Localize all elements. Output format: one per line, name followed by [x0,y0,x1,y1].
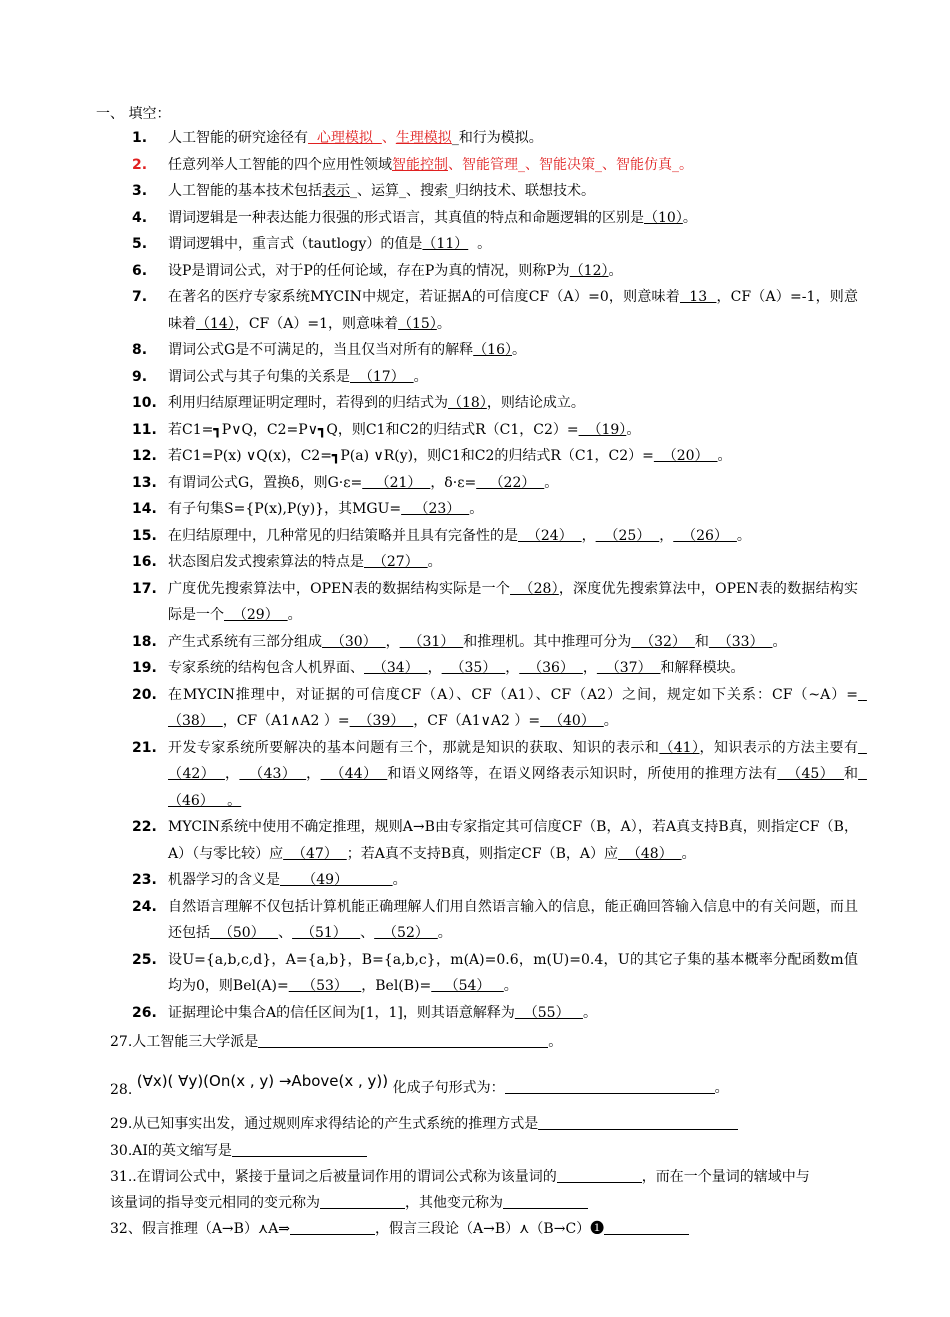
question-item [0,205,950,232]
question-segment: 。 [469,501,484,517]
question-segment: 广度优先搜索算法中，OPEN表的数据结构实际是一个 [168,580,511,597]
question-number: 2. [132,156,148,173]
question-text [168,337,858,364]
question-segment: 在著名的医疗专家系统MYCIN中规定，若证据A的可信度CF（A）=0，则意味着 [168,289,680,305]
answer-blank[interactable]: （38） [168,686,867,729]
question-text [168,364,858,391]
answer-blank[interactable]: （28） [510,580,559,597]
question-segment: ，深度优先搜索算法中，OPEN表的数据结构实际是一个 [168,580,858,623]
question-text [168,629,858,656]
question-32: 32、假言推理（A→B）⋏A⇒ ，假言三段论（A→B）⋏（B→C）➊ [110,1218,689,1238]
question-segment: 。 [413,368,428,385]
answer-blank[interactable]: （16） [473,342,513,358]
answer-blank[interactable]: （43） [239,766,307,782]
question-number: 15. [132,527,157,544]
answer-blank[interactable]: （53） [288,978,362,994]
answer-blank[interactable]: （12） [569,262,609,279]
answer-blank[interactable] [503,1194,588,1209]
answer-blank[interactable] [538,1115,738,1130]
question-segment: 人工智能的基本技术包括 [168,183,322,199]
answer-blank[interactable]: （25） [595,527,660,544]
question-number: 3. [132,183,148,199]
answer-blank[interactable]: 13 [679,289,717,305]
question-segment: 和 [694,633,709,650]
question-item [0,390,950,417]
question-segment: 。 [436,315,451,332]
question-segment: 。 [512,342,527,358]
question-31-cont: 该量词的指导变元相同的变元称为 ，其他变元称为 [110,1192,588,1212]
answer-blank[interactable]: （49） [280,872,393,888]
answer-blank[interactable]: （33） [708,633,773,650]
question-segment: ，Bel(B)= [361,978,432,994]
answer-blank[interactable]: （35） [441,660,506,676]
question-segment: 。 [603,713,618,729]
question-item [0,867,950,894]
question-segment: ， [427,660,442,676]
question-29 [110,1113,738,1133]
question-text [168,284,858,337]
question-28: 28. (∀x)( ∀y)(On(x , y) →Above(x , y)) 化成子句形式为： 。 [110,1072,729,1098]
question-number: 23. [132,872,157,888]
question-29-text: 29.从已知事实出发，通过规则库求得结论的产生式系统的推理方式是 [110,1116,539,1132]
question-text [168,576,858,629]
question-segment: 若C1=P(x) ∨Q(x)，C2=┓P(a) ∨R(y)，则C1和C2的归结式R（C1，C2）= [168,448,654,464]
question-segment: 在MYCIN推理中，对证据的可信度CF（A）、CF（A1）、CF（A2）之间，规定如下关系：CF（~A）= [168,686,858,703]
question-segment: 开发专家系统所要解决的基本问题有三个，那就是知识的获取、知识的表示和 [168,739,660,756]
question-text [168,125,858,152]
question-segment: 和推理机。其中推理可分为 [463,633,632,650]
question-segment: 专家系统的结构包含人机界面、 [168,660,364,676]
question-30 [110,1140,367,1160]
question-segment: 。 [681,845,696,862]
question-item [0,814,950,867]
answer-blank[interactable]: （24） [518,527,582,544]
answer-blank[interactable]: （20） [653,448,718,464]
question-segment: 谓词公式G是不可满足的，当且仅当对所有的解释 [168,342,474,358]
answer-blank[interactable]: （34） [364,660,428,676]
question-item [0,735,950,815]
section-title: 一、 填空： [96,106,171,122]
question-segment: 状态图启发式搜索算法的特点是 [168,554,364,570]
answer-blank[interactable] [232,1142,367,1157]
answer-blank[interactable]: （50） [210,925,279,941]
question-segment: 在归结原理中，几种常见的归结策略并且具有完备性的是 [168,527,518,544]
question-27: 27.人工智能三大学派是 。 [110,1034,563,1050]
question-number: 17. [132,580,157,597]
question-item [0,629,950,656]
question-segment: 、 [360,925,375,941]
answer-filled: 、 [381,130,396,146]
question-number: 19. [132,660,157,676]
question-segment: 若C1=┓P∨Q，C2=P∨┓Q，则C1和C2的归结式R（C1，C2）= [168,421,579,438]
answer-filled: 心理模拟 [308,130,382,146]
question-segment: ，CF（A）=-1，则意味着 [168,289,859,332]
question-segment: 任意列举人工智能的四个应用性领域 [168,156,392,173]
answer-blank[interactable]: （10） [644,209,683,226]
question-segment: 。 [427,554,442,570]
answer-blank[interactable]: （17） [350,368,414,385]
answer-blank[interactable]: （21） [362,474,431,491]
question-item [0,258,950,285]
question-number: 11. [132,421,157,438]
question-segment: 和 [844,766,859,782]
question-item [0,1000,950,1027]
question-segment: 。 [392,872,407,888]
question-text [168,417,858,444]
question-segment: 机器学习的含义是 [168,872,280,888]
question-segment: 和解释模块。 [660,660,745,676]
question-item [0,576,950,629]
question-number: 14. [132,501,157,517]
answer-blank[interactable]: （51） [292,925,361,941]
question-number: 18. [132,633,157,650]
question-text [168,894,858,947]
answer-blank[interactable]: （22） [476,474,545,491]
question-segment: ， [224,766,240,782]
question-item [0,364,950,391]
question-segment: ，CF（A）=1，则意味着 [234,315,399,332]
question-item [0,178,950,205]
question-31: 31..在谓词公式中，紧接于量词之后被量词作用的谓词公式称为该量词的 ，而在一个量词的辖域中与 [110,1169,810,1185]
question-segment: 。 [468,236,492,252]
question-segment: 设P是谓词公式，对于P的任何论域，存在P为真的情况，则称P为 [168,262,570,279]
question-number: 16. [132,554,157,570]
question-text [168,735,867,815]
formula: (∀x)( ∀y)(On(x , y) →Above(x , y)) [136,1072,389,1090]
question-item [0,231,950,258]
question-segment: 有子句集S={P(x),P(y)}，其MGU= [168,501,402,517]
question-text [168,1000,858,1027]
answer-blank[interactable]: （18） [448,395,487,411]
question-text [168,682,867,735]
question-segment: 设U={a,b,c,d}，A={a,b}，B={a,b,c}，m(A)=0.6，m(U)=0.4，U的其它子集的基本概率分配函数m值均为0，则Bel(A)= [168,951,858,994]
question-segment: _和行为模拟。 [451,130,543,146]
answer-blank[interactable]: （26） [673,527,737,544]
question-segment: ， [581,527,596,544]
answer-blank[interactable]: （40） [540,713,604,729]
question-segment: ，δ·ε= [430,474,477,491]
answer-blank[interactable]: （11） [422,236,469,252]
question-item [0,470,950,497]
question-number: 6. [132,262,148,279]
answer-blank[interactable]: （37） [596,660,661,676]
answer-blank[interactable]: （32） [631,633,695,650]
question-text [168,523,858,550]
answer-blank[interactable] [320,1194,405,1209]
answer-blank[interactable]: （29） [224,607,288,623]
answer-blank[interactable]: （30） [322,633,386,650]
question-text [168,867,858,894]
question-segment: 谓词逻辑是一种表达能力很强的形式语言，其真值的特点和命题逻辑的区别是 [168,209,644,226]
question-number: 7. [132,289,148,305]
answer-blank[interactable] [258,1033,548,1048]
question-number: 25. [132,951,157,968]
question-number: 12. [132,448,157,464]
question-27-text: 27.人工智能三大学派是 [110,1034,259,1050]
question-item [0,337,950,364]
answer-blank[interactable]: 表示 [322,183,350,199]
question-segment: 。 [682,209,697,226]
question-number: 24. [132,898,157,915]
answer-blank[interactable]: （54） [431,978,504,994]
answer-blank[interactable]: （44） [320,766,388,782]
question-segment: 。 [608,262,623,279]
answer-blank[interactable]: （48） [617,845,682,862]
question-item [0,894,950,947]
question-item [0,682,950,735]
question-number: 4. [132,209,148,226]
question-segment: ， [659,527,674,544]
question-number: 5. [132,236,148,252]
answer-blank[interactable]: （15） [398,315,437,332]
question-segment: 。 [437,925,452,941]
question-text [168,390,858,417]
question-segment: 产生式系统有三部分组成 [168,633,322,650]
question-segment: 。 [582,1004,597,1021]
question-text [168,152,858,179]
question-item [0,655,950,682]
answer-blank[interactable]: （46） 。 [168,766,867,809]
answer-blank[interactable]: （31） [399,633,464,650]
answer-filled: 生理模拟 [395,130,452,146]
question-item [0,549,950,576]
question-segment: 。 [503,978,518,994]
question-segment: 利用归结原理证明定理时，若得到的归结式为 [168,395,448,411]
question-item [0,443,950,470]
answer-blank[interactable]: （42） [168,739,867,782]
question-text [168,655,858,682]
answer-blank[interactable]: （23） [401,501,470,517]
question-30-text: 30.AI的英文缩写是 [110,1143,232,1159]
question-segment: 自然语言理解不仅包括计算机能正确理解人们用自然语言输入的信息，能正确回答输入信息中的有关问题，而且还包括 [168,898,858,941]
answer-blank[interactable] [557,1168,642,1183]
answer-blank[interactable]: （45） [777,766,845,782]
answer-blank[interactable]: （19） [578,421,627,438]
question-list [0,125,950,1026]
question-segment: MYCIN系统中使用不确定推理，规则A→B由专家指定其可信度CF（B，A），若A真支持B真，则指定CF（B，A）（与零比较）应 [168,819,858,862]
question-item [0,496,950,523]
answer-blank[interactable]: （47） [283,845,347,862]
question-item [0,523,950,550]
question-number: 10. [132,395,157,411]
question-segment: ，CF（A1∨A2 ）= [413,713,541,729]
question-segment: 谓词公式与其子句集的关系是 [168,368,350,385]
answer-blank[interactable] [290,1220,375,1235]
question-number: 1. [132,130,148,146]
question-number: 22. [132,819,157,835]
answer-filled: 、智能管理_、智能决策_、智能仿真_。 [448,156,693,173]
question-segment: ， [385,633,400,650]
question-segment: 。 [772,633,787,650]
question-text [168,443,858,470]
question-item [0,947,950,1000]
answer-blank[interactable]: （55） [514,1004,583,1021]
question-number: 8. [132,342,148,358]
question-number: 26. [132,1004,157,1021]
question-number: 13. [132,474,157,491]
question-text [168,231,858,258]
question-text [168,549,858,576]
question-segment: ， [505,660,520,676]
question-segment: 和语义网络等，在语义网络表示知识时，所使用的推理方法有 [387,766,778,782]
question-28-text: 化成子句形式为： [392,1080,505,1096]
question-segment: 、 [278,925,293,941]
question-segment: ， [306,766,321,782]
question-segment: 。 [626,421,641,438]
question-segment: _、运算_、搜索_归纳技术、联想技术。 [350,183,595,199]
question-number: 9. [132,368,148,385]
answer-filled: 智能控制 [392,156,448,173]
question-segment: 有谓词公式G，置换δ，则G·ε= [168,474,363,491]
question-segment: 人工智能的研究途径有 [168,130,308,146]
answer-blank[interactable]: （36） [519,660,583,676]
answer-blank[interactable] [604,1220,689,1235]
answer-blank[interactable]: （41） [659,739,700,756]
question-28-number: 28. [110,1082,133,1098]
question-segment: 。 [717,448,732,464]
answer-blank[interactable]: （39） [349,713,414,729]
question-segment: ， [582,660,597,676]
question-text [168,496,858,523]
question-segment: ，则结论成立。 [486,395,585,411]
question-item [0,284,950,337]
question-item [0,417,950,444]
question-item [0,152,950,179]
question-segment: 证据理论中集合A的信任区间为[1，1]，则其语意解释为 [168,1004,515,1021]
question-segment: 谓词逻辑中，重言式（tautlogy）的值是 [168,236,423,252]
question-text [168,205,858,232]
question-segment: 。 [544,474,559,491]
answer-blank[interactable]: （52） [374,925,438,941]
question-segment: ，CF（A1∧A2 ）= [222,713,350,729]
question-item [0,125,950,152]
answer-blank[interactable] [505,1079,715,1094]
question-segment: 。 [287,607,302,623]
question-text [168,814,858,867]
question-segment: ，知识表示的方法主要有 [699,739,859,756]
question-number: 21. [132,739,157,756]
question-segment: ；若A真不支持B真，则指定CF（B，A）应 [346,845,618,862]
question-segment: 。 [736,527,751,544]
question-text [168,178,858,205]
answer-blank[interactable]: （27） [364,554,428,570]
question-text [168,947,858,1000]
question-text [168,470,858,497]
question-number: 20. [132,686,157,703]
question-text [168,258,858,285]
answer-blank[interactable]: （14） [196,315,235,332]
